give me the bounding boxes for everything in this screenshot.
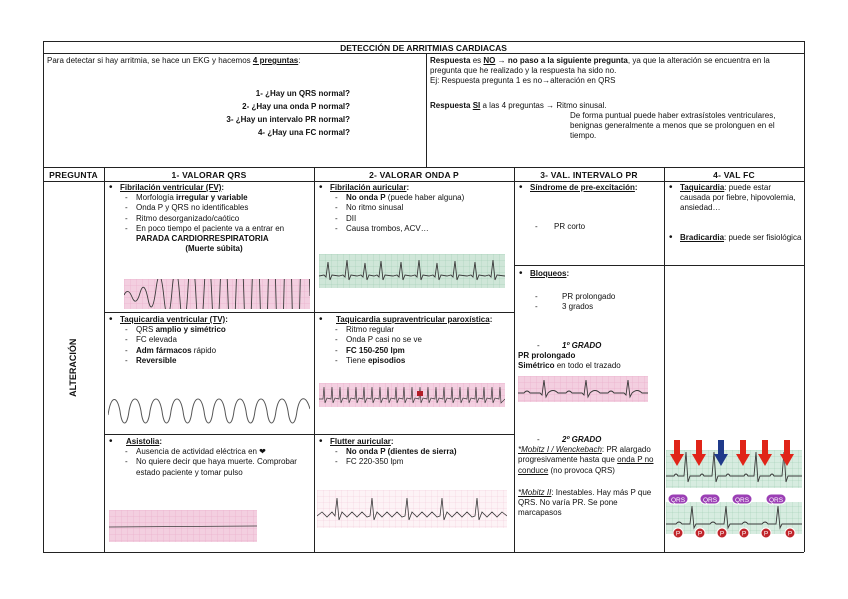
intro-right: [430, 56, 802, 142]
grado1-title: - 1º GRADO: [518, 341, 662, 351]
intro-left-emph: 4 preguntas: [252, 56, 299, 65]
answer-si-note: De forma puntual puede haber extrasístoles ventriculares, benignas generalmente a menos que se prolonguen en el tiempo.: [570, 110, 776, 141]
question-list: [150, 87, 350, 139]
tv-block: [106, 315, 312, 366]
tv-title: • Taquicardia ventricular (TV):: [106, 315, 312, 325]
row-label-alteracion: ALTERACIÓN: [68, 338, 79, 397]
p-label-3: [717, 528, 727, 538]
tsp-item-3: - FC 150-250 lpm: [316, 346, 512, 356]
preexc-pr-corto: - PR corto: [516, 222, 662, 232]
answer-si-rest: a las 4 preguntas → Ritmo sinusal.: [482, 100, 607, 110]
preexc-title: • Síndrome de pre-excitación:: [516, 183, 662, 193]
answer-no-word: es: [472, 56, 482, 65]
p-label-6: [785, 528, 795, 538]
tv-item-1: - QRS amplio y simétrico: [106, 325, 312, 335]
flutter-item-1: - No onda P (dientes de sierra): [316, 447, 512, 457]
taquicardia-text: • Taquicardia: puede estar causada por fiebre, hipovolemia, ansiedad…: [666, 183, 802, 214]
asistolia-item-2: - No quiere decir que haya muerte. Comprobar estado paciente y tomar pulso: [106, 457, 312, 477]
grado1-line1: PR prolongado: [518, 351, 576, 361]
header-separator-top: [43, 167, 804, 168]
tsp-item-4: - Tiene episodios: [316, 356, 512, 366]
answer-no-key: NO: [483, 56, 496, 65]
bloqueos-block: [516, 269, 662, 313]
bradicardia-text: • Bradicardia: puede ser fisiológica: [666, 233, 802, 243]
qrs-label-4-text: QRS: [768, 497, 784, 504]
tsp-item-2: - Onda P casi no se ve: [316, 335, 512, 345]
mobitz2-diagram: [666, 494, 802, 540]
flutter-item-2: - FC 220-350 lpm: [316, 457, 512, 467]
answer-no-arrow: →: [497, 56, 506, 65]
page-title: DETECCIÓN DE ARRITMIAS CARDIACAS: [340, 43, 507, 53]
fa-item-1: - No onda P (puede haber alguna): [316, 193, 512, 203]
p-label-4: [739, 528, 749, 538]
p-label-2-text: P: [697, 530, 703, 538]
header-col-pr: 3- VAL. INTERVALO PR: [540, 170, 638, 180]
tv-item-2: - FC elevada: [106, 335, 312, 345]
qrs-label-3: [732, 494, 752, 504]
intro-left-text: Para detectar si hay arritmia, se hace un EKG y hacemos: [47, 56, 251, 65]
question-4: 4- ¿Hay una FC normal?: [257, 128, 350, 137]
tsp-block: [316, 315, 512, 366]
answer-example: Ej: Respuesta pregunta 1 es no→alteración en QRS: [430, 76, 616, 86]
fa-title: • Fibrilación auricular:: [316, 183, 512, 193]
tv-ecg-strip: [108, 393, 310, 430]
table-border-right: [804, 41, 805, 552]
p-label-5-text: P: [763, 530, 769, 538]
question-3: 3- ¿Hay un intervalo PR normal?: [226, 115, 350, 124]
preexc-item: [516, 222, 662, 232]
qrs-label-3-text: QRS: [734, 497, 750, 504]
fv-note: (Muerte súbita): [185, 244, 243, 254]
answer-no-bold: no paso a la siguiente pregunta: [507, 56, 628, 65]
intro-divider: [426, 53, 427, 167]
answer-si-label: Respuesta: [430, 100, 471, 110]
grado1-block: [518, 341, 662, 372]
grado2-title: - 2º GRADO: [518, 435, 662, 445]
bloqueos-item-1: - PR prolongado: [516, 292, 662, 302]
answer-no-rest: , ya que la alteración se encuentra en la pregunta que he realizado y la respuesta ha sido no.: [430, 56, 770, 76]
table-border-bottom: [43, 552, 804, 553]
qrs-label-1-text: QRS: [670, 497, 686, 504]
mobitz2-text: *Mobitz II: Inestables. Hay más P que QRS. No varía PR. Se pone marcapasos: [518, 487, 652, 518]
flutter-block: [316, 437, 512, 468]
flutter-ecg-strip: [317, 490, 507, 528]
intro-left: [47, 56, 423, 66]
col-divider-4: [664, 167, 665, 552]
fa-ecg-strip: [319, 254, 505, 288]
tsp-title: • Taquicardia supraventricular paroxística:: [316, 315, 512, 325]
fa-block: [316, 183, 512, 234]
fa-item-4: - Causa trombos, ACV…: [316, 224, 512, 234]
question-1: 1- ¿Hay un QRS normal?: [255, 89, 350, 98]
fv-title: • Fibrilación ventricular (FV):: [106, 183, 312, 193]
fc-separator: [664, 265, 804, 266]
flutter-title: • Flutter auricular:: [316, 437, 512, 447]
bloqueos-title: • Bloqueos:: [516, 269, 662, 279]
tsp-ecg-strip: [319, 383, 505, 407]
fv-item-2: - Onda P y QRS no identificables: [106, 203, 312, 213]
mobitz1-diagram: [666, 438, 802, 488]
asistolia-ecg-strip: [109, 510, 257, 542]
answer-si-key: SI: [472, 100, 481, 110]
qrs-label-2-text: QRS: [702, 497, 718, 504]
grado1-line2: Simétrico en todo el trazado: [518, 361, 621, 371]
pr-separator: [514, 265, 664, 266]
answer-no: [430, 56, 802, 76]
p-label-4-text: P: [741, 530, 747, 538]
intro-left-end: :: [298, 56, 301, 65]
fv-item-1: - Morfología irregular y variable: [106, 193, 312, 203]
col-divider-2: [314, 167, 315, 552]
fv-item-4: - En poco tiempo el paciente va a entrar en PARADA CARDIORRESPIRATORIA: [106, 224, 312, 244]
table-border-left: [43, 41, 44, 552]
fv-ecg-strip: [124, 279, 310, 309]
qrs-label-1: [668, 494, 688, 504]
asistolia-item-1: - Ausencia de actividad eléctrica en ❤: [106, 447, 312, 457]
fa-item-2: - No ritmo sinusal: [316, 203, 512, 213]
fv-block: [106, 183, 312, 255]
p-label-2: [695, 528, 705, 538]
row-separator-1: [104, 312, 514, 313]
preexc-block: [516, 183, 662, 193]
col-divider-3: [514, 167, 515, 552]
header-pregunta: PREGUNTA: [49, 170, 98, 180]
asistolia-block: [106, 437, 312, 478]
asistolia-title: • Asistolia:: [106, 437, 312, 447]
p-label-1-text: P: [675, 530, 681, 538]
row-separator-2: [104, 434, 514, 435]
p-label-1: [673, 528, 683, 538]
qrs-label-2: [700, 494, 720, 504]
p-label-5: [761, 528, 771, 538]
tsp-item-1: - Ritmo regular: [316, 325, 512, 335]
qrs-label-4: [766, 494, 786, 504]
tv-item-4: - Reversible: [106, 356, 312, 366]
fv-item-3: - Ritmo desorganizado/caótico: [106, 214, 312, 224]
answer-no-label: Respuesta: [430, 56, 471, 65]
p-label-3-text: P: [719, 530, 725, 538]
col-divider-1: [104, 167, 105, 552]
answer-si: [430, 101, 802, 111]
header-col-onda-p: 2- VALORAR ONDA P: [369, 170, 459, 180]
header-separator-bottom: [43, 181, 804, 182]
bradicardia-block: [666, 233, 802, 243]
taquicardia-block: [666, 183, 802, 214]
bloqueos-item-2: - 3 grados: [516, 302, 662, 312]
p-label-6-text: P: [787, 530, 793, 538]
grado1-ecg-strip: [518, 376, 648, 402]
header-col-qrs: 1- VALORAR QRS: [171, 170, 247, 180]
table-border-top: [43, 41, 804, 42]
mobitz1-text: *Mobitz I / Wenckebach: PR alargado progresivamente hasta que onda P no conduce (no provoca QRS): [518, 445, 654, 475]
question-2: 2- ¿Hay una onda P normal?: [242, 102, 350, 111]
fv-title-text: Fibrilación ventricular (FV): [120, 183, 222, 192]
tv-item-3: - Adm fármacos rápido: [106, 346, 312, 356]
fa-item-3: - DII: [316, 214, 512, 224]
grado2-block: [518, 435, 662, 519]
header-col-fc: 4- VAL FC: [713, 170, 755, 180]
